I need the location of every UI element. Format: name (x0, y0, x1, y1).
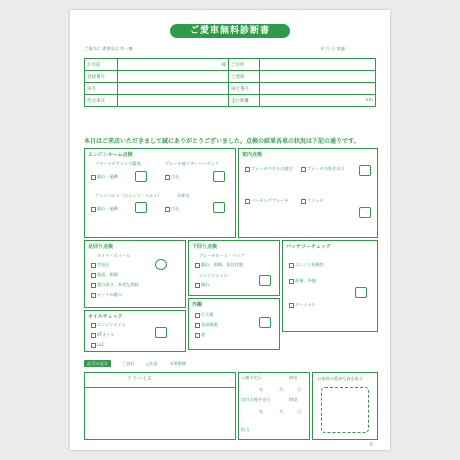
check-box[interactable] (91, 323, 96, 328)
model-field[interactable] (118, 95, 229, 107)
label-car: 車名 (85, 83, 118, 95)
interior-title: 室内点検 (242, 152, 263, 158)
check-box[interactable] (301, 199, 306, 204)
engine-item-5: 冷却水 (177, 193, 190, 198)
check-box[interactable] (91, 175, 96, 180)
next-month: 月 (279, 409, 284, 414)
chassis-field[interactable] (260, 83, 376, 95)
tire-icon (155, 259, 167, 270)
next-label: 次回点検予定日 (241, 397, 271, 402)
check-box[interactable] (245, 199, 250, 204)
entry-label: 入庫予定日 (241, 375, 262, 380)
under-item-2: エンジンオイル (199, 273, 228, 278)
brake-icon (359, 207, 371, 218)
name-suffix: 様 (118, 59, 229, 71)
oil-item-2: LLC (97, 342, 105, 347)
engine-item-1: ブレーキ液リザーバータンク (165, 161, 219, 166)
check-box[interactable] (91, 333, 96, 338)
date-line: 年 月 日 実施 (320, 46, 345, 51)
under-item-1: 漏れ、損傷、取付状態 (201, 262, 244, 267)
schedule-section (238, 372, 310, 440)
notice-text: 本日はご来店いただきまして誠にありがとうございました。点検の結果各車の状況は下記の通りです。 (84, 138, 360, 145)
check-box[interactable] (91, 293, 96, 298)
feet-section (84, 240, 186, 308)
battery-item-1: 液量、外観 (295, 278, 316, 283)
feet-item-4: ナットの緩み (97, 292, 123, 297)
check-box[interactable] (289, 303, 294, 308)
advice-section (84, 372, 236, 440)
feet-title: 足回り点検 (88, 244, 114, 250)
label-chassis: 車台番号 (229, 83, 260, 95)
legend-label: 記号の見方 (84, 360, 111, 367)
battery-title: バッテリーチェック (286, 244, 331, 250)
under-title: 下回り点検 (192, 244, 218, 250)
exterior-title: 外観 (192, 302, 203, 308)
entry-time: 時頃 (289, 375, 298, 380)
divider (85, 387, 235, 388)
check-box[interactable] (165, 207, 170, 212)
battery-section (282, 240, 378, 332)
interior-item-1: ブレーキの効き具合 (307, 166, 345, 171)
exterior-item-1: 各部損傷 (201, 322, 218, 327)
check-box[interactable] (245, 167, 250, 172)
feet-item-0: タイヤ・ホイール (97, 253, 131, 258)
mileage-suffix: km (260, 95, 376, 107)
belt-icon (135, 202, 147, 213)
next-time: 時頃 (289, 397, 298, 402)
oil-can-icon (259, 275, 271, 286)
legend-repair: ✕要整備 (170, 361, 187, 366)
check-box[interactable] (301, 167, 306, 172)
feet-item-3: 溝の深さ、異常な摩耗 (97, 282, 139, 287)
page-number: 5 (370, 442, 373, 447)
reservoir-icon (213, 171, 225, 182)
car-field[interactable] (118, 83, 229, 95)
oil-icon (155, 327, 167, 338)
oil-item-1: ATオイル (97, 332, 115, 337)
staff-label: 担当 (241, 427, 250, 432)
under-section (188, 240, 280, 296)
under-item-0: ブレーキホース・パイプ (199, 253, 245, 258)
battery-item-2: ターミナル (295, 302, 316, 307)
check-box[interactable] (91, 343, 96, 348)
engine-item-0: パワーステアリング漏洩 (95, 161, 141, 166)
engine-title: エンジンルーム点検 (88, 152, 133, 158)
feet-item-1: 空気圧 (97, 262, 110, 267)
oil-item-0: エンジンオイル (97, 322, 126, 327)
address-field[interactable] (260, 59, 376, 71)
legend-caution: △注意 (146, 361, 158, 366)
next-year: 年 (259, 409, 264, 414)
interior-item-2: パーキングブレーキ (251, 198, 289, 203)
interior-section (238, 148, 378, 238)
check-box[interactable] (91, 263, 96, 268)
label-mileage: 走行距離 (229, 95, 260, 107)
engine-section (84, 148, 236, 238)
advice-title: アドバイス (127, 376, 152, 382)
document-title: ご愛車無料診断書 (170, 24, 290, 38)
check-box[interactable] (195, 333, 200, 338)
check-box[interactable] (195, 283, 200, 288)
check-box[interactable] (289, 279, 294, 284)
exterior-item-0: 灯火類 (201, 312, 214, 317)
engine-item-7: 汚れ (171, 206, 180, 211)
diagnosis-sheet (70, 10, 390, 450)
check-box[interactable] (91, 207, 96, 212)
interior-item-0: ブレーキペダルの遊び (251, 166, 293, 171)
entry-day: 日 (297, 387, 302, 392)
engine-item-2: 漏れ・過剰 (97, 174, 118, 179)
legend-bar (84, 360, 376, 368)
reg-field[interactable] (118, 71, 229, 83)
legend-good: 〇良好 (122, 361, 135, 366)
check-box[interactable] (195, 323, 200, 328)
pedal-icon (359, 165, 371, 176)
check-box[interactable] (165, 175, 170, 180)
entry-month: 月 (279, 387, 284, 392)
label-address: ご住所 (229, 59, 260, 71)
label-reg: 登録番号 (85, 71, 118, 83)
interior-item-3: クラッチ (307, 198, 324, 203)
check-box[interactable] (195, 263, 200, 268)
exterior-item-2: 窓 (201, 332, 206, 337)
oil-section (84, 310, 186, 352)
entry-year: 年 (259, 387, 264, 392)
next-day: 日 (297, 409, 302, 414)
label-name: お名前 (85, 59, 118, 71)
intro-text: ご案内に 書書品は 有・無 (84, 46, 133, 51)
battery-icon (355, 287, 367, 298)
steering-icon (135, 171, 147, 182)
under-item-3: 漏れ (201, 282, 210, 287)
label-model: 型式車式 (85, 95, 118, 107)
car-photo-label: お客様の愛車写真を貼る (317, 376, 364, 381)
radiator-icon (213, 202, 225, 213)
exterior-section (188, 298, 280, 350)
label-contact: ご連絡 (229, 71, 260, 83)
car-photo-area[interactable] (321, 387, 369, 433)
engine-item-6: 漏れ・過剰 (97, 206, 118, 211)
oil-title: オイルチェック (88, 314, 123, 320)
lamp-icon (259, 317, 271, 328)
battery-item-0: エンジン始動性 (295, 262, 325, 267)
check-box[interactable] (91, 273, 96, 278)
check-box[interactable] (91, 283, 96, 288)
feet-item-2: 亀裂、損傷 (97, 272, 118, 277)
check-box[interactable] (289, 263, 294, 268)
contact-field[interactable] (260, 71, 376, 83)
car-photo-section (312, 372, 378, 440)
customer-info-table (84, 58, 376, 107)
engine-item-3: 汚れ (171, 174, 180, 179)
engine-item-4: ファンベルト（エンジン・ベルト） (95, 193, 162, 198)
check-box[interactable] (195, 313, 200, 318)
